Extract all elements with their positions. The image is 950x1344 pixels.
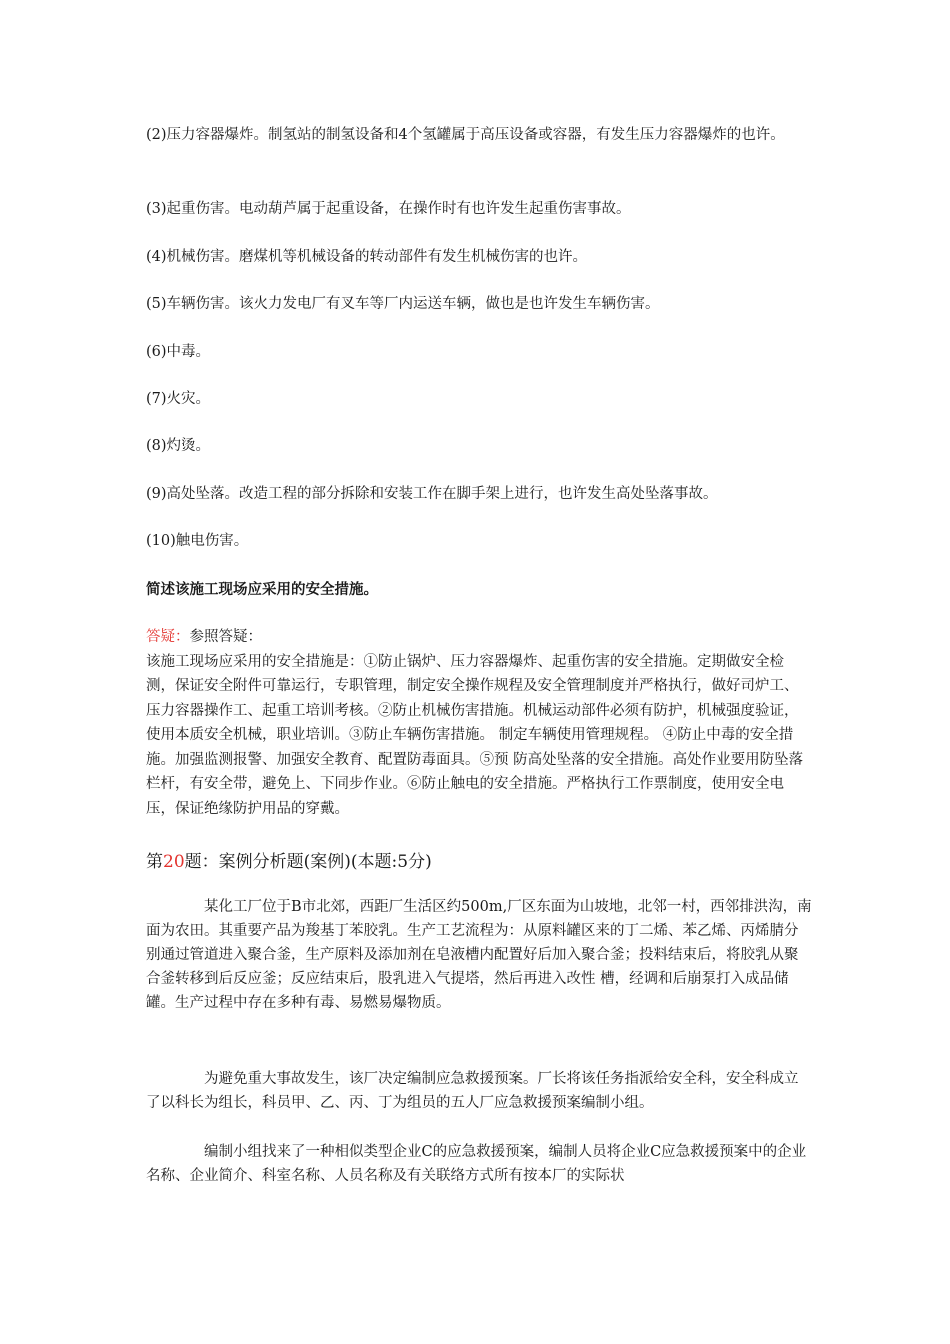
hazard-item-4: (4)机械伤害。磨煤机等机械设备的转动部件有发生机械伤害的也许。 [146, 249, 588, 265]
answer-header [146, 625, 812, 650]
answer-label: 答疑： [146, 629, 190, 645]
document-page [146, 0, 812, 1344]
hazard-item-3: (3)起重伤害。电动葫芦属于起重设备，在操作时有也许发生起重伤害事故。 [146, 201, 631, 217]
case-paragraph-3: 编制小组找来了一种相似类型企业C的应急救援预案，编制人员将企业C应急救援预案中的企业名称、企业简介、科室名称、人员名称及有关联络方式所有按本厂的实际状 [146, 1144, 807, 1184]
hazard-item-6: (6)中毒。 [146, 344, 211, 360]
answer-prefix: 参照答疑： [189, 629, 262, 645]
answer-block [146, 625, 812, 821]
question-title: 简述该施工现场应采用的安全措施。 [146, 582, 378, 598]
answer-text: 该施工现场应采用的安全措施是：①防止锅炉、压力容器爆炸、起重伤害的安全措施。定期做安全检测，保证安全附件可靠运行，专职管理，制定安全操作规程及安全管理制度并严格执行，做好司炉工、 压力容器操作工、起重工培训考核。②防止机械伤害措施。机械运动部件必须有防护，机械强度验证，使用本质安全机械，职业培训。③防止车辆伤害措施。 制定车辆使用管理规程。 ④防止中毒的安全措施。加强监测报警、加强安全教育、配置防毒面具。⑤预 防高处坠落的安全措施。高处作业要用防坠落栏杆，有安全带，避免上、下同步作业。⑥防止触电的安全措施。严格执行工作票制度，使用安全电压，保证绝缘防护用品的穿戴。 [146, 653, 804, 817]
case-paragraph-2: 为避免重大事故发生，该厂决定编制应急救援预案。厂长将该任务指派给安全科，安全科成立了以科长为组长，科员甲、乙、丙、丁为组员的五人厂应急救援预案编制小组。 [146, 1071, 799, 1111]
case-heading [146, 849, 812, 875]
hazard-item-9: (9)高处坠落。改造工程的部分拆除和安装工作在脚手架上进行，也许发生高处坠落事故。 [146, 486, 718, 502]
case-number: 20 [163, 852, 185, 872]
case-paragraph-1: 某化工厂位于B市北郊，西距厂生活区约500m,厂区东面为山坡地，北邻一村，西邻排洪沟，南面为农田。其重要产品为羧基丁苯胶乳。生产工艺流程为：从原料罐区来的丁二烯、苯乙烯、丙烯腈分别通过管道进入聚合釜，生产原料及添加剂在皂液槽内配置好后加入聚合釜；投料结束后，将胶乳从聚合釜转移到后反应釜；反应结束后，股乳进入气提塔，然后再进入改性 槽，经调和后崩泵打入成品储罐。生产过程中存在多种有毒、易燃易爆物质。 [146, 899, 812, 1011]
case-heading-prefix: 第 [146, 852, 163, 872]
hazard-item-8: (8)灼烫。 [146, 438, 211, 454]
hazard-item-10: (10)触电伤害。 [146, 533, 249, 549]
hazard-item-2: (2)压力容器爆炸。制氢站的制氢设备和4个氢罐属于高压设备或容器，有发生压力容器爆炸的也许。 [146, 127, 785, 143]
hazard-item-5: (5)车辆伤害。该火力发电厂有叉车等厂内运送车辆，做也是也许发生车辆伤害。 [146, 296, 660, 312]
case-heading-suffix: 题：案例分析题(案例)(本题:5分) [184, 852, 432, 872]
hazard-item-7: (7)火灾。 [146, 391, 211, 407]
